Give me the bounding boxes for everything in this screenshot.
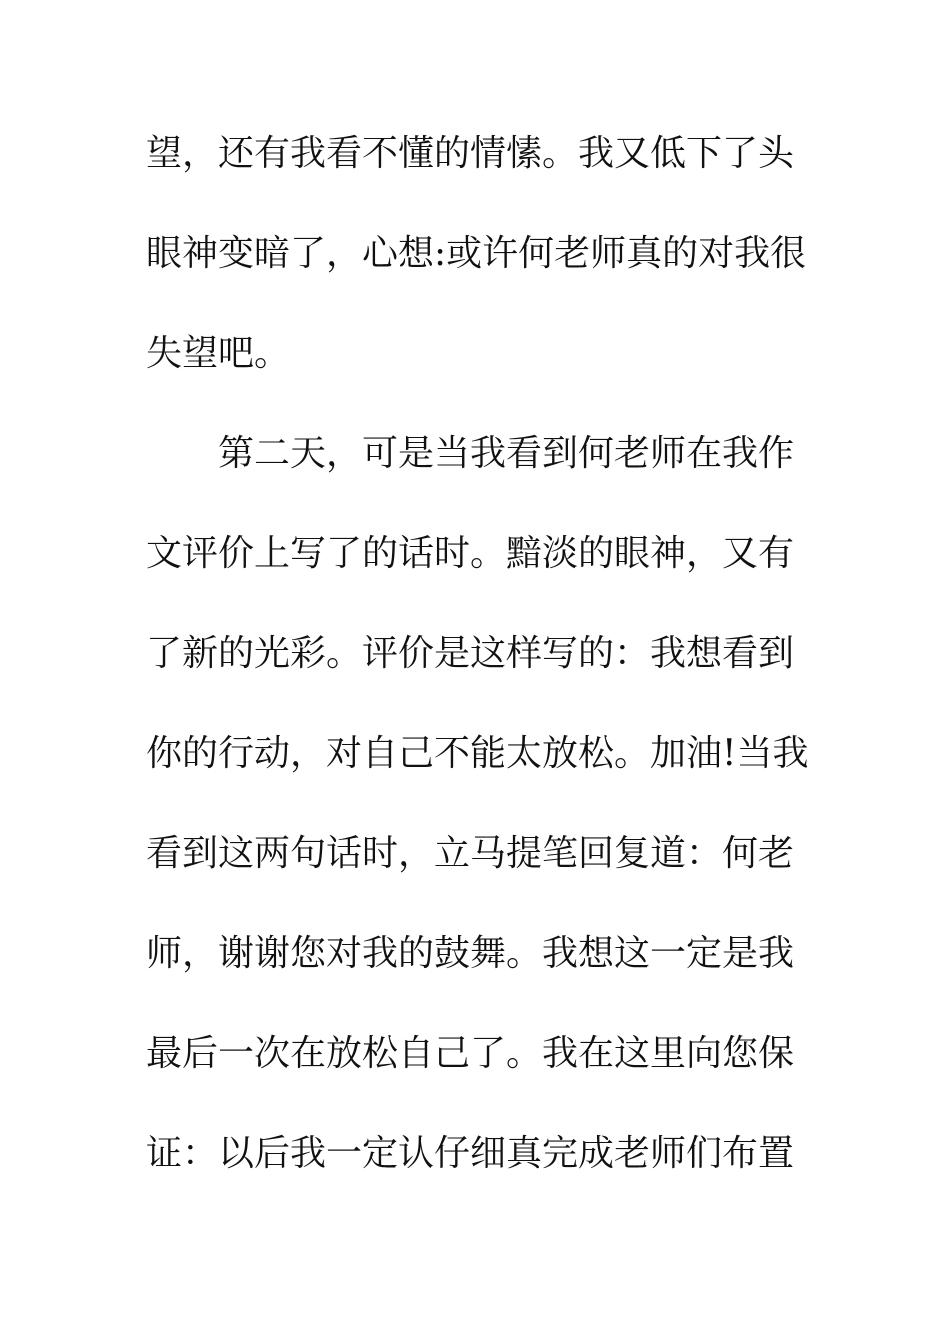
text-line: 失望吧。 <box>146 333 291 374</box>
text-line: 文评价上写了的话时。黯淡的眼神，又有 <box>146 533 795 574</box>
text-line: 第二天，可是当我看到何老师在我作 <box>146 433 795 474</box>
text-line: 眼神变暗了，心想:或许何老师真的对我很 <box>146 233 807 274</box>
body-text <box>146 121 810 1221</box>
text-line: 望，还有我看不懂的情愫。我又低下了头 <box>146 133 795 174</box>
text-line: 你的行动，对自己不能太放松。加油!当我 <box>146 733 809 774</box>
text-line: 师，谢谢您对我的鼓舞。我想这一定是我 <box>146 933 795 974</box>
text-line: 了新的光彩。评价是这样写的：我想看到 <box>146 633 795 674</box>
text-line: 看到这两句话时，立马提笔回复道：何老 <box>146 833 795 874</box>
text-line: 证：以后我一定认仔细真完成老师们布置 <box>146 1133 795 1174</box>
text-line: 最后一次在放松自己了。我在这里向您保 <box>146 1033 795 1074</box>
